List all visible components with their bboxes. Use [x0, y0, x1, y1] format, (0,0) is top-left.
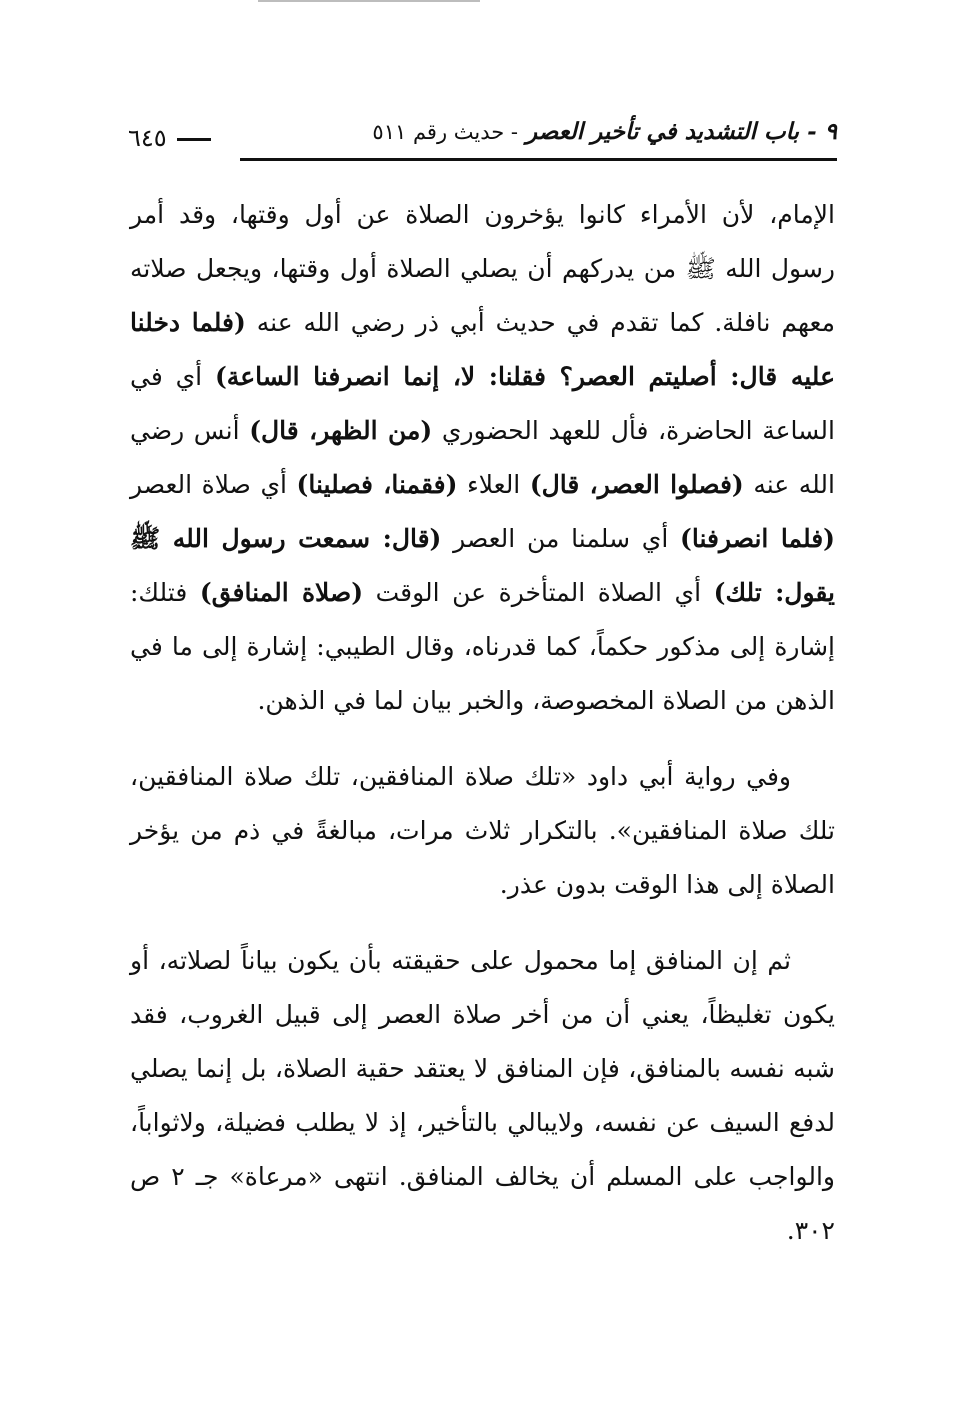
commentary-text: فتلك: إشارة إلى مذكور حكماً، كما قدرناه، وقال الطيبي: إشارة إلى ما في الذهن من الصلاة المخصوصة، والخبر بيان لما في الذهن. — [130, 578, 835, 715]
paragraph — [130, 188, 835, 728]
hadith-quote: (صلاة المنافق) — [199, 578, 364, 607]
commentary-text: العلاء — [457, 470, 530, 499]
hadith-quote: (قال: سمعت رسول الله ﷺ يقول: تلك) — [130, 524, 835, 607]
paragraph — [130, 750, 835, 912]
hadith-quote: (من الظهر، قال) — [249, 416, 433, 445]
paragraph — [130, 934, 835, 1258]
hadith-quote: (فقمنا، فصلينا) — [296, 470, 458, 499]
commentary-text: أي الصلاة المتأخرة عن الوقت — [363, 578, 714, 607]
chapter-title — [372, 118, 837, 145]
body-text — [130, 188, 835, 1258]
chapter-title-text: ٩ - باب التشديد في تأخير العصر — [526, 118, 837, 145]
hadith-quote: (فصلوا العصر، قال) — [529, 470, 744, 499]
commentary-text: أي سلمنا من العصر — [441, 524, 681, 553]
header-rule — [240, 158, 837, 161]
page-number: ٦٤٥ — [128, 124, 211, 152]
commentary-text: أنس رضي الله عنه — [130, 416, 835, 499]
commentary-text: الإمام، لأن الأمراء كانوا يؤخرون الصلاة عن أول وقتها، وقد أمر رسول الله ﷺ من يدركهم أن يصلي الصلاة أول وقتها، ويجعل صلاته معهم نافلة. كما تقدم في حديث أبي ذر رضي الله عنه — [130, 200, 836, 337]
commentary-text: وفي رواية أبي داود «تلك صلاة المنافقين، تلك صلاة المنافقين، تلك صلاة المنافقين». بالتكرار ثلاث مرات، مبالغةً في ذم من يؤخر الصلاة إلى هذا الوقت بدون عذر. — [130, 762, 835, 899]
commentary-text: أي في الساعة الحاضرة، فأل للعهد الحضوري — [130, 362, 835, 445]
hadith-quote: (فلما دخلنا عليه قال: أصليتم العصر؟ فقلنا: لا، إنما انصرفنا الساعة) — [130, 308, 835, 391]
running-header — [128, 118, 837, 168]
hadith-quote: (فلما انصرفنا) — [680, 524, 836, 553]
top-edge-line — [258, 0, 480, 2]
commentary-text: ثم إن المنافق إما محمول على حقيقته بأن يكون بياناً لصلاته، أو يكون تغليظاً، يعني أن من أخر صلاة العصر إلى قبيل الغروب، فقد شبه نفسه بالمنافق، فإن المنافق لا يعتقد حقية الصلاة، بل إنما يصلي لدفع السيف عن نفسه، ولايبالي بالتأخير، إذ لا يطلب فضيلة، ولاثواباً، والواجب على المسلم أن يخالف المنافق. انتهى «مرعاة» جـ ٢ ص ٣٠٢. — [130, 946, 836, 1245]
hadith-number: - حديث رقم ٥١١ — [372, 120, 519, 144]
commentary-text: أي صلاة العصر — [130, 470, 297, 499]
